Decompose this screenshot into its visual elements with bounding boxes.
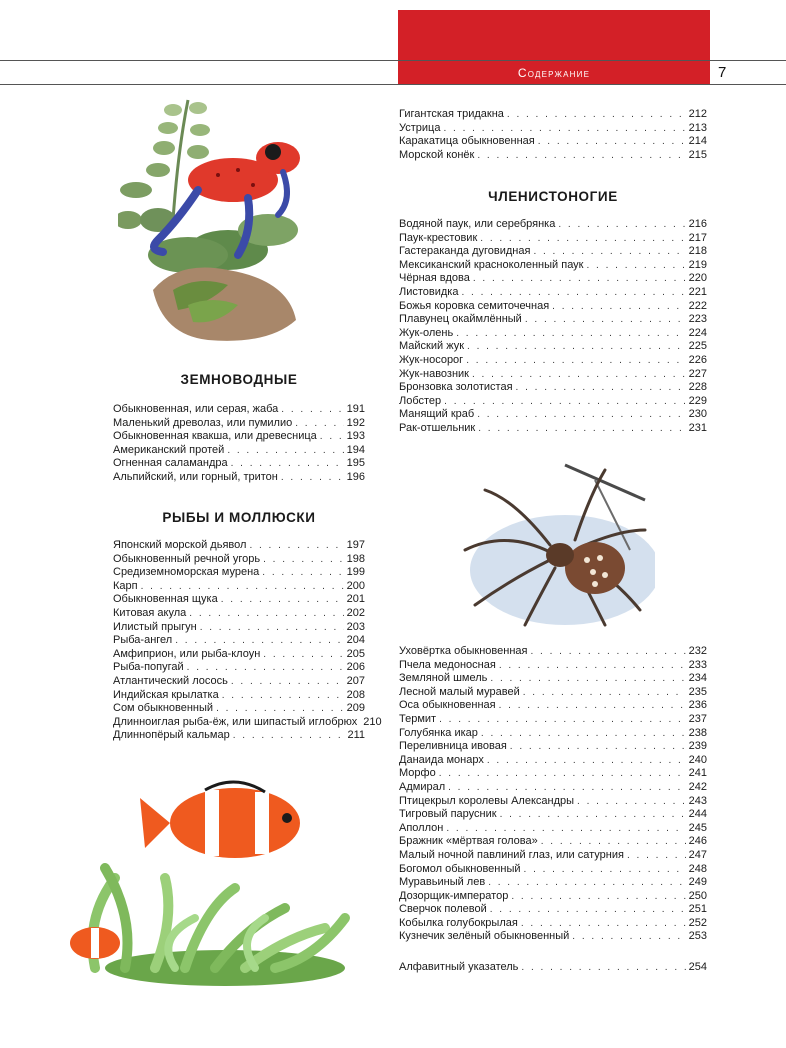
toc-entry-name: Альпийский, или горный, тритон — [113, 470, 278, 483]
toc-leader-dots — [627, 849, 686, 863]
toc-entry-name: Карп — [113, 579, 138, 592]
toc-entry-page: 199 — [346, 566, 365, 579]
toc-entry-name: Оса обыкновенная — [399, 699, 496, 712]
toc-entry-name: Гастеракандa дуговидная — [399, 245, 531, 258]
toc-entry — [399, 917, 707, 931]
toc-entry-name: Плавунец окаймлённый — [399, 313, 522, 326]
toc-entry-page: 230 — [688, 408, 707, 421]
toc-leader-dots — [200, 621, 344, 635]
toc-leader-dots — [516, 381, 686, 395]
toc-entry — [399, 781, 707, 795]
toc-entry-page: 243 — [688, 794, 707, 807]
toc-leader-dots — [227, 444, 343, 458]
toc-entry — [399, 340, 707, 354]
toc-entry — [113, 689, 365, 703]
toc-entry-name: Переливница ивовая — [399, 740, 507, 753]
toc-entry-name: Устрица — [399, 121, 441, 134]
toc-entry-page: 234 — [688, 672, 707, 685]
toc-entry-page: 250 — [688, 889, 707, 902]
toc-entry-page: 245 — [688, 821, 707, 834]
toc-entry-page: 240 — [688, 753, 707, 766]
toc-entry — [399, 849, 707, 863]
toc-entry-name: Жук-навозник — [399, 367, 469, 380]
toc-leader-dots — [448, 781, 686, 795]
toc-entry-name: Рыба-попугай — [113, 661, 184, 674]
section-title-arthropods: ЧЛЕНИСТОНОГИЕ — [488, 189, 618, 204]
header-rule-top — [0, 60, 786, 61]
toc-entry-page: 225 — [688, 340, 707, 353]
toc-leader-dots — [552, 300, 685, 314]
toc-entry-page: 229 — [688, 394, 707, 407]
toc-entry-name: Обыкновенная щука — [113, 593, 218, 606]
toc-entry — [113, 729, 365, 743]
toc-leader-dots — [281, 403, 343, 417]
toc-leader-dots — [295, 417, 343, 431]
running-header-title: Содержание — [517, 66, 591, 80]
toc-entry-name: Термит — [399, 712, 437, 725]
toc-entry-name: Майский жук — [399, 340, 465, 353]
toc-entry — [399, 835, 707, 849]
toc-entry-name: Маленький древолаз, или пумилио — [113, 416, 293, 429]
toc-entry — [399, 876, 707, 890]
toc-entry — [113, 430, 365, 444]
toc-entry — [399, 713, 707, 727]
section-arthropods — [399, 189, 707, 436]
toc-entry-page: 237 — [688, 712, 707, 725]
toc-entry-page: 223 — [688, 313, 707, 326]
toc-entry-page: 210 — [363, 715, 382, 728]
toc-entry-page: 224 — [688, 326, 707, 339]
toc-leader-dots — [521, 917, 686, 931]
toc-entry-page: 192 — [346, 416, 365, 429]
toc-leader-dots — [456, 327, 685, 341]
toc-list-amphibians — [113, 403, 365, 485]
toc-entry-page: 191 — [346, 403, 365, 415]
toc-entry-page: 235 — [688, 685, 707, 698]
section-index — [399, 961, 707, 975]
toc-entry — [399, 659, 707, 673]
rock-base — [153, 268, 296, 341]
toc-entry — [399, 754, 707, 768]
toc-entry — [399, 822, 707, 836]
toc-entry — [399, 381, 707, 395]
toc-leader-dots — [490, 672, 685, 686]
toc-entry-page: 246 — [688, 835, 707, 848]
toc-entry-name: Кузнечик зелёный обыкновенный — [399, 930, 570, 943]
toc-entry — [399, 300, 707, 314]
toc-entry-name: Аполлон — [399, 821, 444, 834]
toc-entry — [113, 553, 365, 567]
toc-leader-dots — [473, 272, 686, 286]
toc-entry — [113, 444, 365, 458]
toc-entry-page: 204 — [346, 634, 365, 647]
clownfish-large — [140, 782, 300, 858]
section-amphibians — [113, 372, 365, 485]
toc-leader-dots — [521, 961, 685, 975]
toc-leader-dots — [262, 566, 343, 580]
toc-entry-name: Голубянка икар — [399, 726, 478, 739]
toc-leader-dots — [488, 876, 685, 890]
toc-entry-page: 214 — [688, 135, 707, 148]
toc-entry-page: 232 — [688, 645, 707, 657]
toc-entry-page: 206 — [346, 661, 365, 674]
section-insects — [399, 645, 707, 944]
toc-leader-dots — [499, 699, 686, 713]
toc-leader-dots — [533, 245, 685, 259]
toc-leader-dots — [500, 808, 686, 822]
toc-leader-dots — [538, 135, 686, 149]
toc-leader-dots — [511, 890, 685, 904]
toc-entry-name: Алфавитный указатель — [399, 961, 519, 973]
toc-leader-dots — [510, 740, 686, 754]
toc-entry-name: Птицекрыл королевы Александры — [399, 794, 575, 807]
toc-leader-dots — [477, 408, 685, 422]
toc-entry — [113, 661, 365, 675]
toc-entry — [399, 767, 707, 781]
toc-entry-page: 254 — [688, 961, 707, 973]
toc-entry — [399, 686, 707, 700]
toc-leader-dots — [189, 607, 343, 621]
toc-entry-name: Адмирал — [399, 780, 446, 793]
toc-leader-dots — [487, 754, 686, 768]
toc-leader-dots — [439, 767, 686, 781]
toc-entry — [399, 672, 707, 686]
toc-entry — [399, 408, 707, 422]
toc-list-fish-mollusks — [113, 539, 382, 743]
toc-entry-page: 209 — [346, 702, 365, 715]
toc-leader-dots — [444, 395, 685, 409]
toc-entry — [399, 699, 707, 713]
toc-leader-dots — [499, 659, 686, 673]
toc-entry-page: 236 — [688, 699, 707, 712]
toc-entry — [113, 417, 365, 431]
toc-leader-dots — [572, 930, 685, 944]
frog-illustration — [118, 90, 308, 355]
toc-entry — [113, 471, 365, 485]
toc-leader-dots — [221, 593, 344, 607]
toc-leader-dots — [466, 354, 685, 368]
toc-entry — [113, 634, 365, 648]
toc-entry-page: 215 — [688, 148, 707, 161]
toc-entry-name: Жук-олень — [399, 326, 454, 339]
toc-entry — [399, 135, 707, 149]
clownfish-small — [70, 927, 120, 959]
toc-leader-dots — [524, 863, 686, 877]
toc-entry — [113, 675, 365, 689]
toc-entry-page: 212 — [688, 108, 707, 120]
toc-leader-dots — [231, 457, 344, 471]
toc-entry-page: 222 — [688, 299, 707, 312]
header-rule-bottom — [0, 84, 786, 85]
toc-entry-page: 219 — [688, 258, 707, 271]
toc-entry-name: Данаида монарх — [399, 753, 484, 766]
toc-list-insects — [399, 645, 707, 944]
toc-entry — [113, 715, 382, 730]
toc-entry-name: Китовая акула — [113, 606, 187, 619]
toc-entry — [113, 648, 365, 662]
toc-leader-dots — [263, 553, 344, 567]
toc-entry-name: Амфиприон, или рыба-клоун — [113, 647, 261, 660]
toc-leader-dots — [141, 580, 344, 594]
toc-leader-dots — [577, 795, 686, 809]
clownfish-illustration — [55, 768, 355, 988]
toc-entry — [113, 539, 365, 553]
toc-entry-name: Муравьиный лев — [399, 876, 486, 889]
toc-entry-name: Длиннопёрый кальмар — [113, 729, 230, 742]
toc-leader-dots — [263, 648, 343, 662]
toc-entry-page: 249 — [688, 876, 707, 889]
toc-entry-page: 216 — [688, 218, 707, 230]
toc-entry-page: 233 — [688, 658, 707, 671]
toc-entry-name: Средиземноморская мурена — [113, 566, 260, 579]
toc-leader-dots — [281, 471, 344, 485]
toc-leader-dots — [530, 645, 685, 659]
toc-leader-dots — [461, 286, 685, 300]
toc-entry — [399, 327, 707, 341]
toc-entry — [399, 354, 707, 368]
toc-entry-page: 239 — [688, 740, 707, 753]
toc-entry-page: 241 — [688, 767, 707, 780]
toc-entry-page: 197 — [346, 539, 365, 551]
toc-entry-name: Малый ночной павлиний глаз, или сатурния — [399, 848, 624, 861]
toc-entry — [399, 961, 707, 975]
toc-entry-page: 213 — [688, 121, 707, 134]
toc-leader-dots — [216, 702, 344, 716]
toc-entry-page: 196 — [346, 470, 365, 483]
toc-entry — [113, 593, 365, 607]
toc-leader-dots — [480, 232, 685, 246]
toc-entry — [399, 313, 707, 327]
toc-entry — [399, 645, 707, 659]
toc-entry — [399, 863, 707, 877]
toc-entry — [399, 259, 707, 273]
toc-entry — [399, 368, 707, 382]
toc-leader-dots — [443, 122, 685, 136]
toc-entry-page: 252 — [688, 916, 707, 929]
toc-entry-page: 202 — [346, 606, 365, 619]
toc-entry-page: 194 — [346, 443, 365, 456]
toc-leader-dots — [507, 108, 686, 122]
toc-entry-page: 218 — [688, 245, 707, 258]
toc-entry — [399, 422, 707, 436]
toc-list-index — [399, 961, 707, 975]
toc-entry-name: Обыкновенная, или серая, жаба — [113, 403, 279, 415]
toc-entry-page: 221 — [688, 285, 707, 298]
toc-entry-name: Индийская крылатка — [113, 688, 219, 701]
toc-entry-name: Манящий краб — [399, 408, 475, 421]
toc-entry-name: Японский морской дьявол — [113, 539, 247, 551]
toc-entry-page: 238 — [688, 726, 707, 739]
toc-leader-dots — [187, 661, 344, 675]
toc-entry-name: Кобылка голубокрылая — [399, 916, 518, 929]
section-mollusks-continued — [399, 108, 707, 162]
toc-entry-name: Земляной шмель — [399, 672, 488, 685]
toc-entry-page: 227 — [688, 367, 707, 380]
toc-entry-name: Листовидка — [399, 285, 459, 298]
toc-leader-dots — [478, 422, 685, 436]
toc-entry — [399, 727, 707, 741]
toc-entry-name: Морфо — [399, 767, 436, 780]
toc-entry-name: Мексиканский красноколенный паук — [399, 258, 584, 271]
toc-entry-page: 228 — [688, 381, 707, 394]
toc-entry-name: Огненная саламандра — [113, 457, 228, 470]
toc-entry-name: Дозорщик-император — [399, 889, 509, 902]
toc-entry-name: Американский протей — [113, 443, 225, 456]
toc-leader-dots — [439, 713, 686, 727]
toc-entry — [399, 218, 707, 232]
toc-entry-name: Водяной паук, или серебрянка — [399, 218, 556, 230]
toc-entry-page: 244 — [688, 808, 707, 821]
toc-entry-name: Каракатица обыкновенная — [399, 135, 535, 148]
toc-entry-page: 253 — [688, 930, 707, 943]
toc-entry — [399, 149, 707, 163]
toc-entry — [113, 607, 365, 621]
toc-entry-page: 247 — [688, 848, 707, 861]
toc-entry-name: Бронзовка золотистая — [399, 381, 513, 394]
toc-entry-name: Пчела медоносная — [399, 658, 496, 671]
toc-entry-name: Бражник «мёртвая голова» — [399, 835, 538, 848]
toc-entry-name: Тигровый парусник — [399, 808, 497, 821]
toc-entry-page: 198 — [346, 552, 365, 565]
section-title-amphibians: ЗЕМНОВОДНЫЕ — [180, 372, 298, 387]
toc-entry-name: Божья коровка семиточечная — [399, 299, 550, 312]
toc-entry-page: 242 — [688, 780, 707, 793]
toc-entry-name: Гигантская тридакна — [399, 108, 504, 120]
toc-entry — [113, 403, 365, 417]
toc-entry-name: Лесной малый муравей — [399, 685, 520, 698]
toc-leader-dots — [233, 729, 345, 743]
toc-entry-page: 208 — [346, 688, 365, 701]
toc-leader-dots — [249, 539, 343, 553]
toc-list-mollusks-continued — [399, 108, 707, 162]
toc-entry-page: 207 — [346, 674, 365, 687]
toc-entry — [113, 621, 365, 635]
toc-entry-name: Сверчок полевой — [399, 903, 487, 916]
toc-entry-page: 205 — [346, 647, 365, 660]
toc-entry-name: Рыба-ангел — [113, 634, 173, 647]
toc-leader-dots — [320, 430, 344, 444]
toc-leader-dots — [175, 634, 343, 648]
toc-leader-dots — [222, 689, 344, 703]
toc-entry — [113, 702, 365, 716]
toc-entry — [399, 286, 707, 300]
toc-entry-name: Обыкновенная квакша, или древесница — [113, 430, 317, 443]
toc-entry-page: 200 — [346, 579, 365, 592]
toc-leader-dots — [481, 727, 686, 741]
toc-entry-name: Илистый прыгун — [113, 620, 197, 633]
toc-leader-dots — [472, 368, 686, 382]
toc-entry — [399, 108, 707, 122]
toc-entry-name: Обыкновенный речной угорь — [113, 552, 261, 565]
toc-entry — [399, 903, 707, 917]
toc-entry-name: Уховёртка обыкновенная — [399, 645, 528, 657]
toc-leader-dots — [467, 340, 686, 354]
toc-entry-page: 203 — [346, 620, 365, 633]
toc-leader-dots — [587, 259, 686, 273]
toc-leader-dots — [525, 313, 686, 327]
toc-entry-page: 217 — [688, 231, 707, 244]
section-title-fish-mollusks: РЫБЫ И МОЛЛЮСКИ — [162, 510, 316, 525]
toc-entry — [399, 808, 707, 822]
toc-entry-name: Атлантический лосось — [113, 674, 228, 687]
page-number: 7 — [718, 64, 727, 81]
toc-entry-page: 226 — [688, 353, 707, 366]
toc-entry — [399, 930, 707, 944]
toc-entry — [399, 795, 707, 809]
toc-entry-page: 248 — [688, 862, 707, 875]
toc-entry-name: Сом обыкновенный — [113, 702, 214, 715]
toc-entry-name: Чёрная вдова — [399, 272, 470, 285]
toc-leader-dots — [477, 149, 685, 163]
toc-leader-dots — [558, 218, 685, 232]
toc-entry — [399, 272, 707, 286]
toc-leader-dots — [446, 822, 685, 836]
toc-entry — [399, 232, 707, 246]
toc-entry-name: Богомол обыкновенный — [399, 862, 521, 875]
toc-leader-dots — [523, 686, 686, 700]
toc-entry-page: 220 — [688, 272, 707, 285]
toc-entry-page: 251 — [688, 903, 707, 916]
toc-entry — [399, 395, 707, 409]
toc-leader-dots — [490, 903, 686, 917]
toc-entry — [399, 245, 707, 259]
toc-entry-name: Лобстер — [399, 394, 442, 407]
toc-entry-page: 211 — [347, 729, 365, 742]
toc-leader-dots — [541, 835, 686, 849]
toc-entry — [113, 580, 365, 594]
toc-entry-name: Морской конёк — [399, 148, 475, 161]
toc-entry — [113, 566, 365, 580]
spider-illustration — [455, 460, 655, 630]
toc-entry — [113, 457, 365, 471]
toc-entry-page: 201 — [346, 593, 365, 606]
section-fish-mollusks — [113, 510, 382, 743]
toc-list-arthropods — [399, 218, 707, 436]
toc-entry-page: 231 — [688, 421, 707, 434]
sea-anemone — [93, 868, 346, 986]
toc-entry — [399, 122, 707, 136]
toc-entry-page: 195 — [346, 457, 365, 470]
toc-entry — [399, 890, 707, 904]
toc-leader-dots — [231, 675, 344, 689]
toc-entry-name: Длинноиглая рыба-ёж, или шипастый иглобрюх — [113, 715, 358, 728]
toc-entry-name: Рак-отшельник — [399, 421, 476, 434]
toc-entry-name: Жук-носорог — [399, 353, 464, 366]
toc-entry — [399, 740, 707, 754]
toc-entry-page: 193 — [346, 430, 365, 443]
toc-entry-name: Паук-крестовик — [399, 231, 478, 244]
